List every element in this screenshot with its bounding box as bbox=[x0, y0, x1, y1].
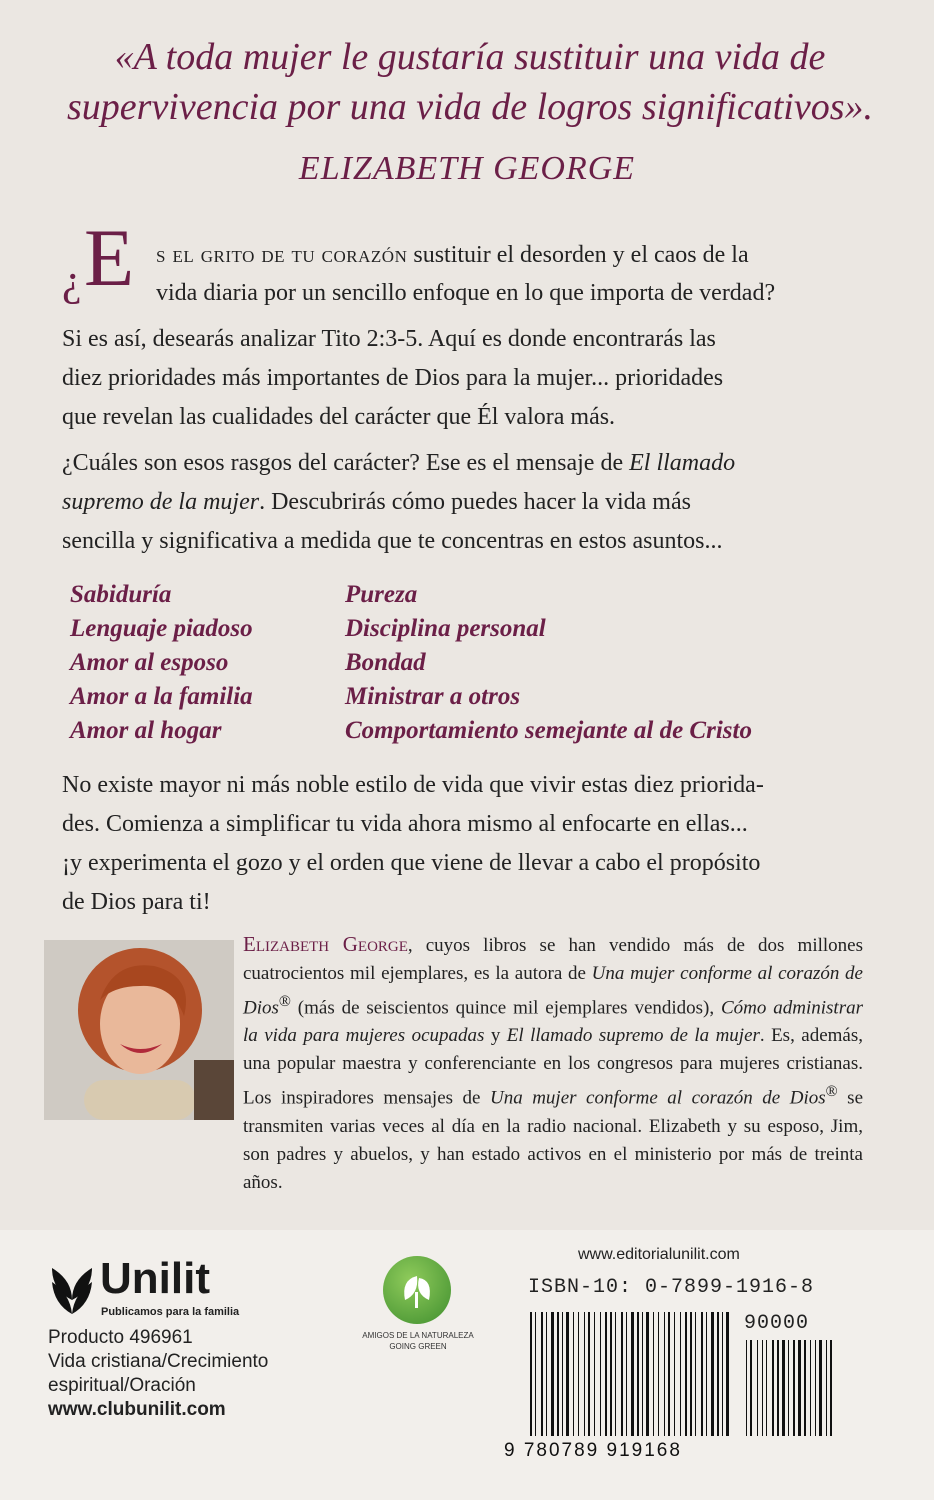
category-line: Vida cristiana/Crecimiento bbox=[48, 1351, 269, 1372]
barcode-bar bbox=[690, 1312, 692, 1436]
barcode-bar bbox=[830, 1340, 832, 1436]
barcode-bar bbox=[798, 1340, 801, 1436]
barcode-bar bbox=[562, 1312, 563, 1436]
barcode-bar bbox=[541, 1312, 543, 1436]
paragraph-traits bbox=[62, 444, 862, 561]
list-item: Amor al hogar bbox=[70, 717, 222, 744]
quote-line-1: «A toda mujer le gustaría sustituir una vida de bbox=[114, 36, 826, 78]
barcode-bar bbox=[605, 1312, 607, 1436]
barcode-bar bbox=[722, 1312, 723, 1436]
author-photo bbox=[44, 940, 234, 1120]
barcode-bar bbox=[766, 1340, 767, 1436]
barcode-bar bbox=[588, 1312, 590, 1436]
barcode-bar bbox=[551, 1312, 554, 1436]
bio-text: se transmiten varias veces al día en la radio nacional. Elizabeth y su esposo, Jim, son padres y abuelos, y han estado activos en el ministerio por más de treinta años. bbox=[243, 1087, 864, 1193]
bio-text: (más de seiscientos quince mil ejemplares vendidos), bbox=[290, 997, 721, 1019]
bio-text: , cuyos libros se han vendido más de dos millones cuatrocientos mil ejemplares, es la autora de bbox=[243, 935, 863, 984]
barcode-bar bbox=[782, 1340, 785, 1436]
registered-mark: ® bbox=[825, 1083, 838, 1101]
barcode-bar bbox=[594, 1312, 595, 1436]
barcode-bar bbox=[600, 1312, 601, 1436]
publisher-tagline: Publicamos para la familia bbox=[101, 1306, 240, 1318]
going-green-label bbox=[353, 1330, 483, 1352]
barcode-number: 9 780789 919168 bbox=[504, 1440, 682, 1461]
list-item: Lenguaje piadoso bbox=[70, 615, 253, 642]
editorial-website: www.editorialunilit.com bbox=[578, 1246, 740, 1263]
bio-author-name: Elizabeth George bbox=[243, 932, 408, 956]
barcode-bar bbox=[762, 1340, 763, 1436]
barcode-bar bbox=[546, 1312, 547, 1436]
barcode-bar bbox=[610, 1312, 612, 1436]
paragraph-line: Si es así, desearás analizar Tito 2:3-5. Aquí es donde encontrarás las bbox=[62, 326, 716, 352]
bio-text: . Es, además, una popular maestra y conferenciante en los congresos para mujeres cristianas. Los inspiradores mensajes de bbox=[243, 1025, 863, 1109]
book-title-italic: El llamado bbox=[629, 450, 736, 476]
intro-small-caps: s el grito de tu corazón bbox=[156, 242, 408, 268]
barcode-bar bbox=[777, 1340, 779, 1436]
list-item: Amor al esposo bbox=[70, 649, 229, 676]
bio-book-title: Una mujer conforme al corazón de Dios bbox=[243, 963, 863, 1019]
paragraph-text: ¿Cuáles son esos rasgos del carácter? Ese es el mensaje de bbox=[62, 450, 630, 476]
barcode-bar bbox=[621, 1312, 623, 1436]
paragraph-line: No existe mayor ni más noble estilo de vida que vivir estas diez priorida- bbox=[62, 772, 764, 798]
barcode-bar bbox=[711, 1312, 714, 1436]
registered-mark: ® bbox=[278, 993, 291, 1010]
author-bio bbox=[243, 930, 863, 1197]
barcode-bar bbox=[631, 1312, 634, 1436]
barcode-bar bbox=[646, 1312, 649, 1436]
barcode-bar bbox=[772, 1340, 774, 1436]
unilit-leaf-icon bbox=[48, 1260, 96, 1316]
barcode-bar bbox=[685, 1312, 687, 1436]
list-item: Sabiduría bbox=[70, 581, 172, 608]
barcode-bar bbox=[626, 1312, 627, 1436]
book-title-italic: supremo de la mujer bbox=[62, 489, 260, 515]
barcode-bar bbox=[535, 1312, 536, 1436]
list-item: Bondad bbox=[345, 649, 426, 676]
inverted-question-mark: ¿ bbox=[62, 256, 82, 305]
barcode-bar bbox=[557, 1312, 559, 1436]
barcode-bar bbox=[788, 1340, 789, 1436]
barcode-bar bbox=[701, 1312, 703, 1436]
paragraph-line: de Dios para ti! bbox=[62, 889, 211, 915]
barcode-bar bbox=[695, 1312, 696, 1436]
paragraph-text: . Descubrirás cómo puedes hacer la vida más bbox=[259, 489, 691, 515]
barcode-bar bbox=[819, 1340, 822, 1436]
barcode-bar bbox=[674, 1312, 675, 1436]
green-label-line: GOING GREEN bbox=[389, 1342, 447, 1351]
product-info bbox=[48, 1326, 268, 1422]
paragraph-line: diez prioridades más importantes de Dios para la mujer... prioridades bbox=[62, 365, 724, 391]
barcode-bar bbox=[815, 1340, 816, 1436]
barcode-bar bbox=[566, 1312, 569, 1436]
barcode-bar bbox=[826, 1340, 827, 1436]
barcode-bar bbox=[793, 1340, 795, 1436]
bio-text: y bbox=[484, 1025, 507, 1047]
priorities-left-list bbox=[70, 578, 253, 748]
paragraph-tito bbox=[62, 320, 862, 437]
barcode-bar bbox=[578, 1312, 579, 1436]
bio-book-title: El llamado supremo de la mujer bbox=[506, 1025, 760, 1047]
barcode-bar bbox=[757, 1340, 758, 1436]
list-item: Ministrar a otros bbox=[345, 683, 521, 710]
intro-line-2: vida diaria por un sencillo enfoque en lo que importa de verdad? bbox=[156, 280, 776, 306]
barcode-bar bbox=[615, 1312, 616, 1436]
list-item: Comportamiento semejante al de Cristo bbox=[345, 717, 752, 744]
paragraph-line: sencilla y significativa a medida que te concentras en estos asuntos... bbox=[62, 528, 723, 554]
list-item: Amor a la familia bbox=[70, 683, 253, 710]
intro-line-1: sustituir el desorden y el caos de la bbox=[407, 242, 749, 268]
bio-book-title: Cómo administrar la vida para mujeres ocupadas bbox=[243, 997, 863, 1047]
drop-cap: E bbox=[84, 212, 135, 303]
list-item: Pureza bbox=[345, 581, 418, 608]
barcode-bar bbox=[584, 1312, 585, 1436]
barcode-bar bbox=[750, 1340, 752, 1436]
paragraph-line: des. Comienza a simplificar tu vida ahora mismo al enfocarte en ellas... bbox=[62, 811, 748, 837]
pull-quote bbox=[40, 32, 900, 132]
barcode-bar bbox=[810, 1340, 811, 1436]
paragraph-line: ¡y experimenta el gozo y el orden que viene de llevar a cabo el propósito bbox=[62, 850, 761, 876]
priorities-right-list bbox=[345, 578, 752, 748]
barcode-bar bbox=[658, 1312, 659, 1436]
barcode-bar bbox=[804, 1340, 806, 1436]
green-label-line: AMIGOS DE LA NATURALEZA bbox=[362, 1331, 474, 1340]
barcode-bar bbox=[573, 1312, 574, 1436]
barcode-bar bbox=[642, 1312, 643, 1436]
barcode-bar bbox=[664, 1312, 665, 1436]
barcode-bar bbox=[668, 1312, 670, 1436]
isbn-label: ISBN-10: 0-7899-1916-8 bbox=[528, 1276, 815, 1299]
publisher-footer bbox=[0, 1230, 934, 1500]
barcode-bar bbox=[680, 1312, 681, 1436]
paragraph-closing bbox=[62, 766, 862, 922]
quote-line-2: supervivencia por una vida de logros significativos». bbox=[67, 86, 873, 128]
barcode-bar bbox=[653, 1312, 654, 1436]
paragraph-line: que revelan las cualidades del carácter que Él valora más. bbox=[62, 404, 616, 430]
list-item: Disciplina personal bbox=[345, 615, 546, 642]
going-green-icon bbox=[383, 1256, 451, 1324]
barcode-bar bbox=[746, 1340, 747, 1436]
barcode-bar bbox=[530, 1312, 532, 1436]
quote-author: ELIZABETH GEORGE bbox=[298, 150, 636, 187]
barcode-bar bbox=[726, 1312, 729, 1436]
product-number: Producto 496961 bbox=[48, 1327, 193, 1348]
barcode-bar bbox=[717, 1312, 719, 1436]
barcode-bar bbox=[706, 1312, 707, 1436]
price-code: 90000 bbox=[744, 1312, 810, 1335]
publisher-website: www.clubunilit.com bbox=[48, 1399, 226, 1420]
barcode-bar bbox=[637, 1312, 639, 1436]
category-line: espiritual/Oración bbox=[48, 1375, 196, 1396]
bio-book-title: Una mujer conforme al corazón de Dios bbox=[489, 1087, 826, 1109]
publisher-brand: Unilit bbox=[100, 1254, 210, 1303]
